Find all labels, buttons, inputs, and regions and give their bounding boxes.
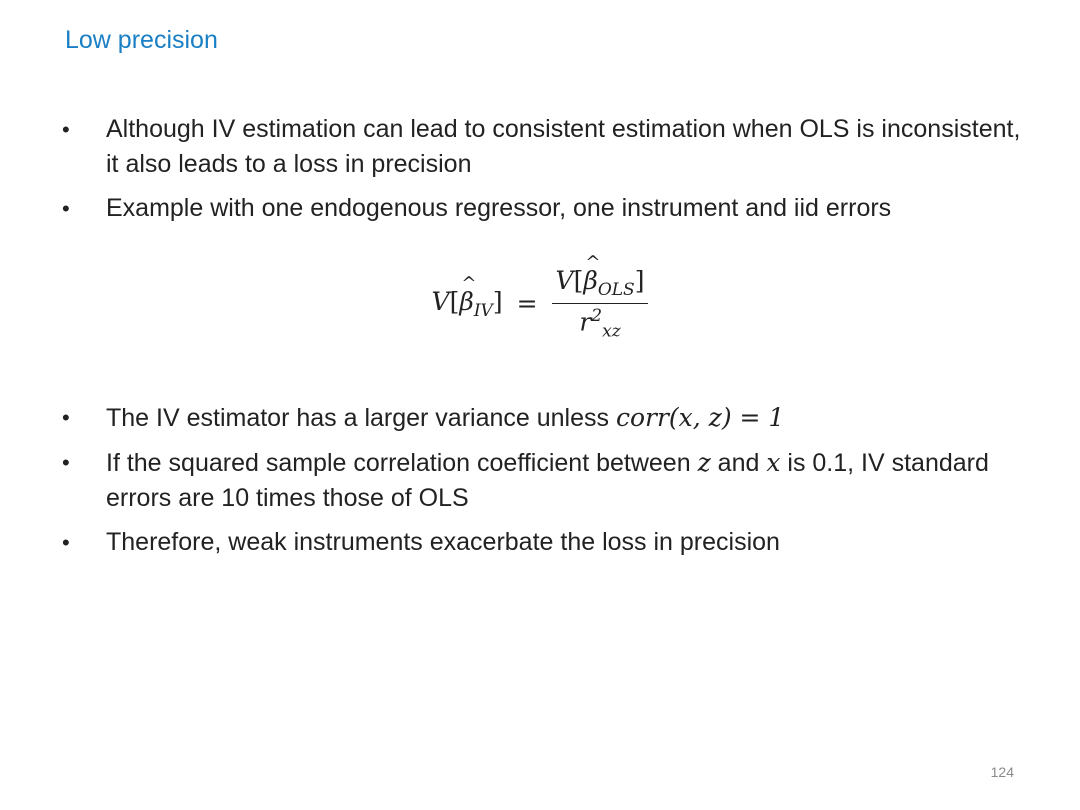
bullet-dot: •: [62, 450, 70, 475]
bullet-item: [62, 191, 1022, 226]
lhs-beta-hat: ^ β: [459, 287, 473, 316]
lhs-symbol: V: [431, 286, 450, 316]
den-subscript: xz: [602, 321, 621, 342]
equals-sign: =: [516, 289, 538, 319]
num-subscript: OLS: [597, 280, 635, 300]
bullet-list-top: [62, 112, 1022, 235]
bullet-item: [62, 400, 1022, 436]
bullet-dot: •: [62, 117, 70, 142]
fraction: [552, 266, 649, 341]
bullet-text: Although IV estimation can lead to consistent estimation when OLS is inconsistent, it also leads to a loss in precision: [106, 115, 1021, 178]
num-beta-hat: ^ β: [583, 266, 597, 295]
den-superscript: 2: [591, 306, 603, 326]
bullet-dot: •: [62, 405, 70, 430]
math-var-z: z: [697, 448, 711, 477]
math-corr: corr(x, z) = 1: [615, 403, 785, 432]
bullet-item: [62, 445, 1022, 516]
bullet-text: Therefore, weak instruments exacerbate the loss in precision: [106, 528, 780, 556]
bullet-text: Example with one endogenous regressor, one instrument and iid errors: [106, 194, 892, 222]
bullet-dot: •: [62, 196, 70, 221]
fraction-denominator: $r^2_{xz}$: [579, 306, 621, 342]
lhs-subscript: IV: [473, 300, 493, 321]
slide-title: Low precision: [65, 26, 218, 54]
equation-lhs: V[^ $\beta_{IV}$]: [432, 287, 503, 321]
bullet-dot: •: [62, 530, 70, 555]
bullet-item: [62, 112, 1022, 182]
bullet-text: is 0.1, IV standard errors are 10 times those of OLS: [106, 449, 989, 512]
bullet-text: The IV estimator has a larger variance unless: [106, 404, 616, 432]
bullet-text: and: [710, 449, 767, 477]
bullet-text: If the squared sample correlation coefficient between: [106, 449, 698, 477]
math-var-x: x: [766, 448, 781, 477]
page-number: 124: [990, 764, 1014, 780]
fraction-numerator: V[^ $\beta_{OLS}$]: [552, 266, 649, 304]
variance-equation: [0, 266, 1080, 341]
bullet-item: [62, 525, 1022, 560]
bullet-list-bottom: [62, 400, 1022, 569]
